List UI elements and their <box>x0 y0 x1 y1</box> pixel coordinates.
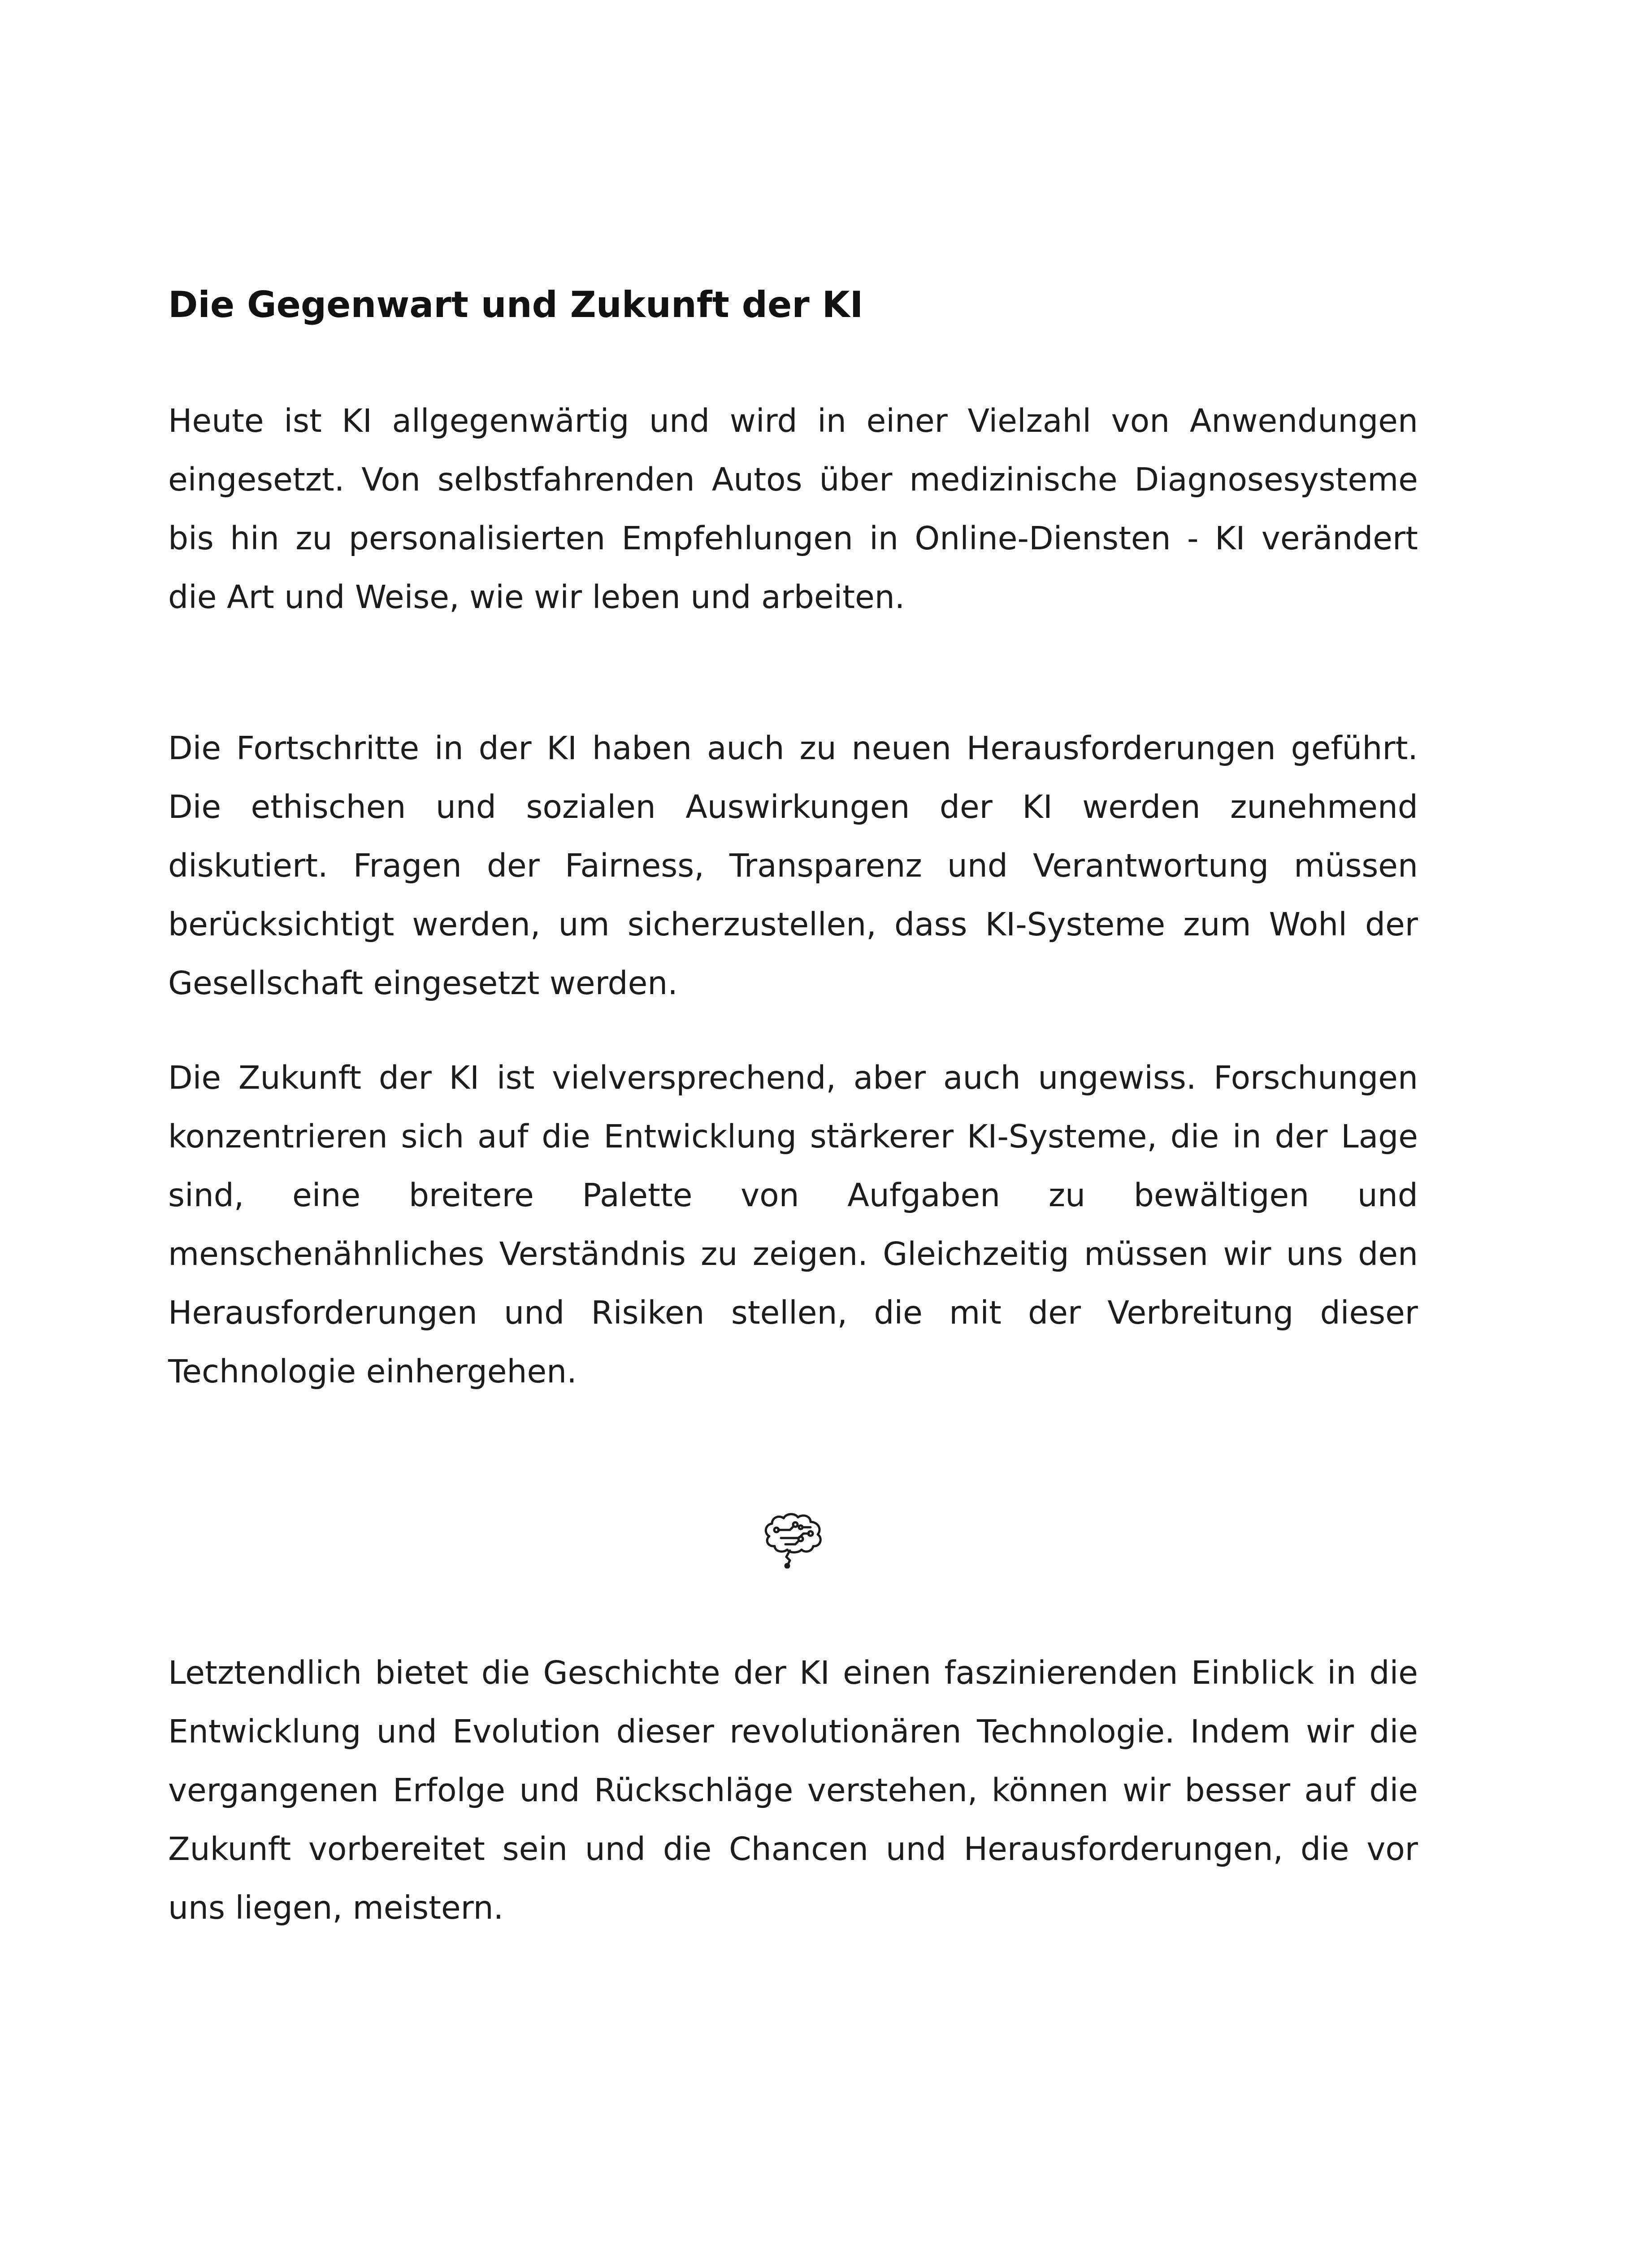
paragraph-4: Letztendlich bietet die Geschichte der KI einen faszinierenden Einblick in die Entwicklung und Evolution dieser revolutionären Technologie. Indem wir die vergangenen Erfolge und Rückschläge verstehen, können wir besser auf die Zukunft vorbereitet sein und die Chancen und Herausforderungen, die vor uns liegen, meistern. <box>168 1654 1418 1926</box>
paragraph-2: Die Fortschritte in der KI haben auch zu neuen Herausforderungen geführt. Die ethischen und sozialen Auswirkungen der KI werden zunehmend diskutiert. Fragen der Fairness, Transparenz und Verantwortung müssen berücksichtigt werden, um sicherzustellen, dass KI-Systeme zum Wohl der Gesellschaft eingesetzt werden. <box>168 730 1418 1002</box>
paragraph-1: Heute ist KI allgegenwärtig und wird in einer Vielzahl von Anwendungen eingesetzt. Von selbstfahrenden Autos über medizinische Diagnosesysteme bis hin zu personalisierten Empfehlungen in Online-Diensten - KI verändert die Art und Weise, wie wir leben und arbeiten. <box>168 402 1418 616</box>
section-heading: Die Gegenwart und Zukunft der KI <box>168 284 863 326</box>
brain-circuit-icon <box>760 1510 828 1569</box>
paragraph-3: Die Zukunft der KI ist vielversprechend, aber auch ungewiss. Forschungen konzentrieren sich auf die Entwicklung stärkerer KI-Systeme, die in der Lage sind, eine breitere Palette von Aufgaben zu bewältigen und menschenähnliches Verständnis zu zeigen. Gleichzeitig müssen wir uns den Herausforderungen und Risiken stellen, die mit der Verbreitung dieser Technologie einhergehen. <box>168 1059 1418 1390</box>
